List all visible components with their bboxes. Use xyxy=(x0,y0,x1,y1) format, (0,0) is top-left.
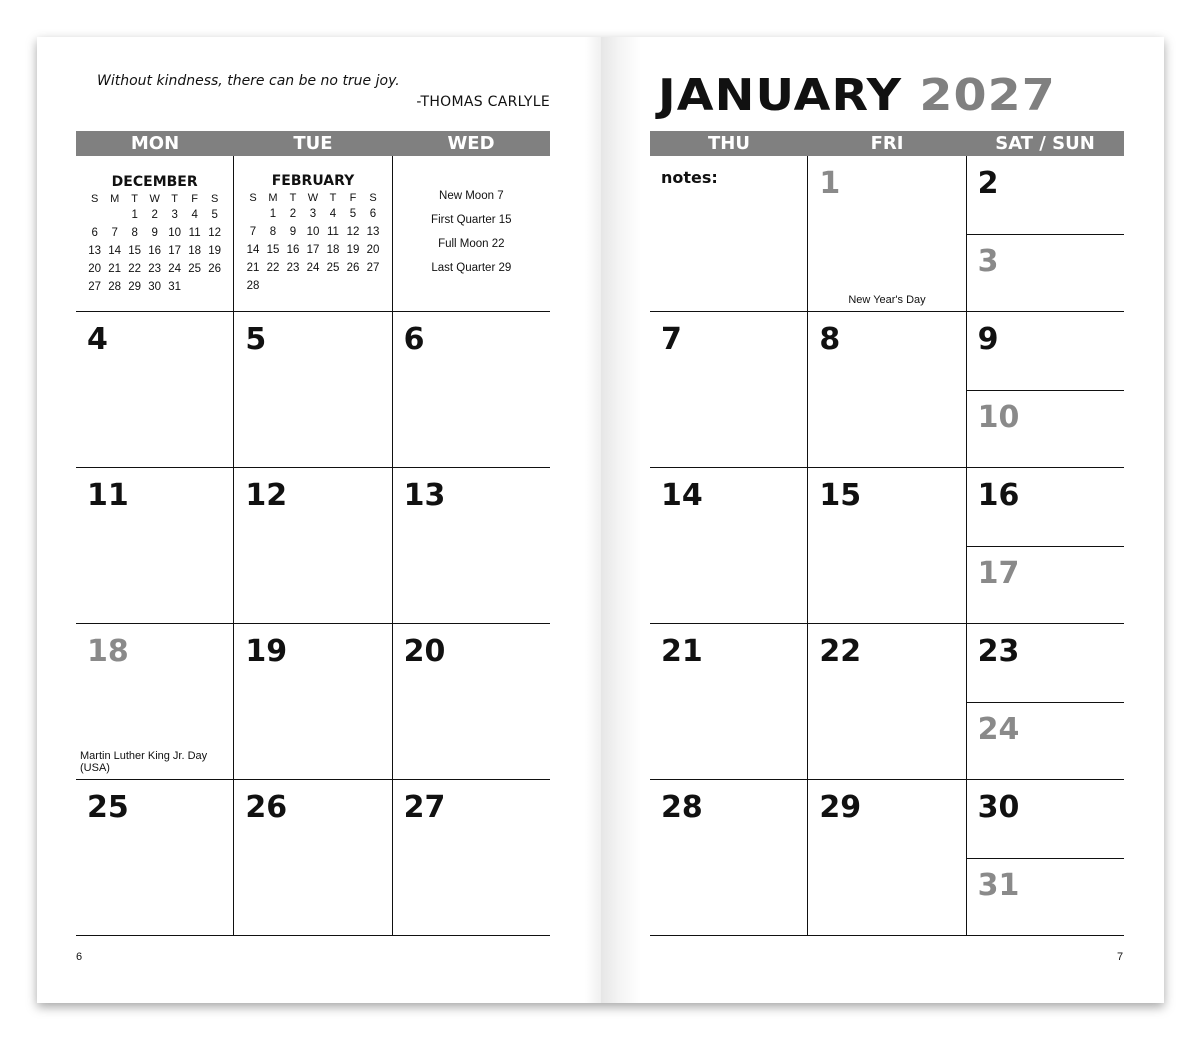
day-number: 7 xyxy=(661,322,682,357)
right-row-0 xyxy=(650,156,1124,312)
mini-february-table xyxy=(243,190,383,295)
day: 26 xyxy=(208,263,222,275)
header-fri: FRI xyxy=(870,133,904,154)
header-tue: TUE xyxy=(293,133,333,154)
day-number: 15 xyxy=(819,478,862,513)
sunday-cell[interactable] xyxy=(967,546,1124,624)
day-number: 21 xyxy=(661,634,703,669)
day: 3 xyxy=(309,208,317,220)
left-calendar-grid xyxy=(76,131,550,936)
mini-calendar-december xyxy=(76,156,234,311)
day: 19 xyxy=(346,244,360,256)
day-number: 2 xyxy=(977,166,999,201)
right-row-4 xyxy=(650,780,1124,936)
day: 5 xyxy=(211,209,218,221)
day: 14 xyxy=(108,245,122,257)
day: 4 xyxy=(329,208,337,220)
day: 7 xyxy=(249,226,257,238)
day-cell[interactable] xyxy=(393,468,550,623)
day: 9 xyxy=(151,227,158,239)
day-cell[interactable] xyxy=(650,624,808,779)
day-number: 20 xyxy=(403,634,446,669)
weekend-cell xyxy=(967,156,1124,311)
moon-phase-last-quarter: Last Quarter 29 xyxy=(431,262,512,274)
saturday-cell[interactable] xyxy=(967,468,1124,547)
day-number-holiday: 18 xyxy=(87,634,129,669)
right-calendar-grid xyxy=(650,131,1124,936)
day-number: 5 xyxy=(245,322,267,357)
day-number: 23 xyxy=(977,634,1020,669)
notes-label: notes: xyxy=(661,168,718,187)
day: 22 xyxy=(128,263,142,275)
day-number: 28 xyxy=(661,790,703,825)
day-cell[interactable] xyxy=(234,312,392,467)
day-cell[interactable] xyxy=(76,312,234,467)
dow: W xyxy=(149,192,160,205)
day: 20 xyxy=(366,244,380,256)
day-number-sunday: 17 xyxy=(977,556,1020,591)
moon-phase-new: New Moon 7 xyxy=(439,190,504,202)
day xyxy=(343,277,363,295)
day: 12 xyxy=(208,227,222,239)
left-header-row xyxy=(76,131,550,156)
day xyxy=(105,206,125,224)
dow: T xyxy=(329,191,337,204)
day-number: 26 xyxy=(245,790,288,825)
day xyxy=(85,206,105,224)
day: 10 xyxy=(168,227,182,239)
mini-february-title: FEBRUARY xyxy=(271,173,355,189)
sunday-cell[interactable] xyxy=(967,702,1124,780)
dow: M xyxy=(110,192,120,205)
dow: T xyxy=(289,191,297,204)
day: 9 xyxy=(289,226,297,238)
day-cell[interactable] xyxy=(393,780,550,935)
quote-author: -THOMAS CARLYLE xyxy=(416,94,550,110)
day xyxy=(283,277,303,295)
left-row-4 xyxy=(76,780,550,936)
day-cell[interactable] xyxy=(650,312,808,467)
day-cell[interactable] xyxy=(650,780,808,935)
mini-december-table xyxy=(85,191,225,296)
day: 7 xyxy=(111,227,118,239)
left-row-3 xyxy=(76,624,550,780)
header-sat-sun: SAT / SUN xyxy=(995,133,1095,154)
dow: S xyxy=(249,191,257,204)
day: 18 xyxy=(188,245,202,257)
day xyxy=(303,277,323,295)
weekend-cell xyxy=(967,468,1124,623)
day-number: 6 xyxy=(403,322,425,357)
day xyxy=(323,277,343,295)
dow: S xyxy=(210,192,219,205)
moon-phase-first-quarter: First Quarter 15 xyxy=(431,214,512,226)
day: 8 xyxy=(131,227,138,239)
day: 17 xyxy=(168,245,182,257)
day-cell[interactable] xyxy=(808,780,966,935)
day: 17 xyxy=(306,244,320,256)
day: 20 xyxy=(88,263,102,275)
day-number: 12 xyxy=(245,478,288,513)
day: 25 xyxy=(188,263,202,275)
dow: W xyxy=(307,191,319,204)
day-cell[interactable] xyxy=(808,468,966,623)
dow: M xyxy=(268,191,278,204)
day: 6 xyxy=(369,208,377,220)
day: 1 xyxy=(131,209,138,221)
moon-phases-cell xyxy=(393,156,550,311)
day-number-sunday: 31 xyxy=(977,868,1020,903)
holiday-label: New Year's Day xyxy=(848,294,926,306)
sunday-cell[interactable] xyxy=(967,234,1124,312)
day: 21 xyxy=(246,262,260,274)
day: 6 xyxy=(91,227,98,239)
day: 13 xyxy=(88,245,102,257)
dow: F xyxy=(191,192,199,205)
notes-cell[interactable] xyxy=(650,156,808,311)
right-header-row xyxy=(650,131,1124,156)
day: 11 xyxy=(327,226,339,238)
day: 16 xyxy=(286,244,300,256)
day-cell[interactable] xyxy=(76,624,234,779)
day-number: 16 xyxy=(977,478,1020,513)
day: 27 xyxy=(366,262,380,274)
right-row-3 xyxy=(650,624,1124,780)
day: 12 xyxy=(346,226,360,238)
day-number: 25 xyxy=(87,790,129,825)
day: 25 xyxy=(326,262,340,274)
day xyxy=(263,277,283,295)
day xyxy=(185,278,205,296)
day: 3 xyxy=(171,209,178,221)
day-cell[interactable] xyxy=(808,624,966,779)
day: 23 xyxy=(148,263,162,275)
year: 2027 xyxy=(919,70,1056,121)
day-number-sunday: 10 xyxy=(977,400,1020,435)
day-cell[interactable] xyxy=(650,468,808,623)
day: 27 xyxy=(88,281,102,293)
day-number: 9 xyxy=(977,322,999,357)
day: 29 xyxy=(128,281,142,293)
day-cell[interactable] xyxy=(234,780,392,935)
day: 21 xyxy=(108,263,122,275)
day: 14 xyxy=(246,244,260,256)
dow: S xyxy=(369,191,377,204)
day: 15 xyxy=(128,245,142,257)
day: 28 xyxy=(246,280,260,292)
day-number-holiday: 1 xyxy=(819,166,841,201)
day: 2 xyxy=(289,208,297,220)
sunday-cell[interactable] xyxy=(967,858,1124,936)
day-cell[interactable] xyxy=(76,780,234,935)
dow: S xyxy=(90,192,99,205)
weekend-cell xyxy=(967,624,1124,779)
left-row-1 xyxy=(76,312,550,468)
mini-calendar-february xyxy=(234,156,392,311)
day-number: 4 xyxy=(87,322,108,357)
dow: T xyxy=(171,192,179,205)
day: 19 xyxy=(208,245,222,257)
header-thu: THU xyxy=(708,133,750,154)
day: 16 xyxy=(148,245,162,257)
saturday-cell[interactable] xyxy=(967,780,1124,859)
header-wed: WED xyxy=(447,133,495,154)
day: 28 xyxy=(108,281,122,293)
day: 24 xyxy=(306,262,320,274)
header-mon: MON xyxy=(130,133,180,154)
day-number: 27 xyxy=(403,790,446,825)
day-cell[interactable] xyxy=(808,312,966,467)
mini-december-title: DECEMBER xyxy=(111,174,198,190)
moon-phase-full: Full Moon 22 xyxy=(438,238,505,250)
saturday-cell[interactable] xyxy=(967,156,1124,235)
day: 5 xyxy=(349,208,357,220)
day: 15 xyxy=(266,244,280,256)
weekend-cell xyxy=(967,780,1124,935)
holiday-label: Martin Luther King Jr. Day (USA) xyxy=(80,750,208,774)
weekend-cell xyxy=(967,312,1124,467)
day-cell[interactable] xyxy=(76,468,234,623)
day: 31 xyxy=(168,281,182,293)
dow: F xyxy=(349,191,357,204)
quote-text: Without kindness, there can be no true joy. xyxy=(97,73,400,89)
day: 10 xyxy=(306,226,320,238)
day-number-sunday: 24 xyxy=(977,712,1020,747)
day: 26 xyxy=(346,262,360,274)
day: 23 xyxy=(286,262,300,274)
day xyxy=(243,205,263,223)
day: 22 xyxy=(266,262,280,274)
day-number: 22 xyxy=(819,634,862,669)
saturday-cell[interactable] xyxy=(967,312,1124,391)
right-row-2 xyxy=(650,468,1124,624)
month-name: JANUARY xyxy=(658,70,903,121)
day: 4 xyxy=(191,209,198,221)
day: 18 xyxy=(326,244,340,256)
day-number: 11 xyxy=(87,478,129,513)
day-cell[interactable] xyxy=(393,624,550,779)
day-number: 13 xyxy=(403,478,446,513)
day-cell[interactable] xyxy=(234,468,392,623)
day-number: 14 xyxy=(661,478,703,513)
page-number-right: 7 xyxy=(1117,951,1124,963)
day: 8 xyxy=(269,226,277,238)
day xyxy=(205,278,225,296)
day-number: 8 xyxy=(819,322,841,357)
day-number-sunday: 3 xyxy=(977,244,999,279)
day xyxy=(363,277,383,295)
day: 2 xyxy=(151,209,158,221)
left-row-0 xyxy=(76,156,550,312)
day: 11 xyxy=(188,227,201,239)
day-number: 19 xyxy=(245,634,288,669)
day-cell[interactable] xyxy=(234,624,392,779)
day-cell[interactable] xyxy=(393,312,550,467)
left-row-2 xyxy=(76,468,550,624)
dow: T xyxy=(131,192,139,205)
saturday-cell[interactable] xyxy=(967,624,1124,703)
day: 1 xyxy=(269,208,277,220)
day-number: 30 xyxy=(977,790,1020,825)
day: 13 xyxy=(366,226,380,238)
sunday-cell[interactable] xyxy=(967,390,1124,468)
right-row-1 xyxy=(650,312,1124,468)
day: 30 xyxy=(148,281,162,293)
page-number-left: 6 xyxy=(76,951,83,963)
day-number: 29 xyxy=(819,790,862,825)
day-cell[interactable] xyxy=(808,156,966,311)
month-title xyxy=(658,70,1056,121)
day: 24 xyxy=(168,263,182,275)
